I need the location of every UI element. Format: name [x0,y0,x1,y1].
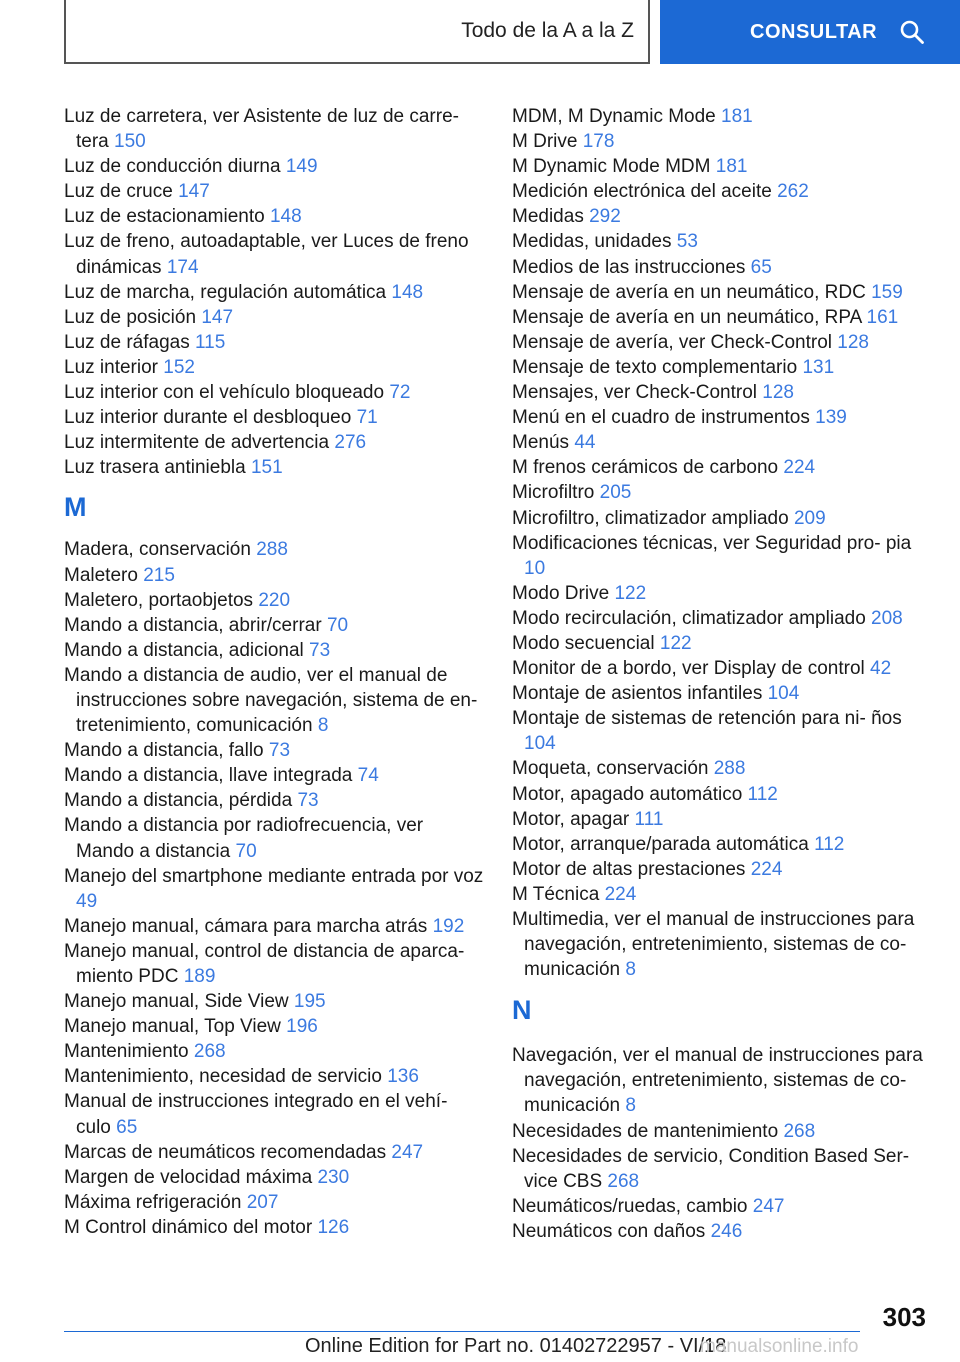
index-entry [512,255,932,280]
page-reference-link[interactable]: 112 [747,783,778,805]
page-reference-link[interactable]: 195 [293,991,326,1013]
index-entry [64,204,484,229]
index-entry [512,179,932,204]
watermark-logo: manualsonline.info [700,1336,859,1357]
index-entry-text: Manejo manual, cámara para marcha atrás [64,915,428,937]
index-entry-text: Mando a distancia, pérdida [64,790,293,812]
index-entry [512,756,932,781]
index-entry-text: Motor, apagar [512,808,630,830]
index-entry [512,531,932,581]
index-group-l [64,104,484,480]
page-reference-link[interactable]: 207 [246,1191,279,1213]
page-reference-link[interactable]: 205 [599,482,632,504]
index-entry [512,204,932,229]
index-entry-text: Mensaje de avería, ver Check-Control [512,331,832,353]
page-reference-link[interactable]: 115 [194,331,226,353]
index-entry-text: Madera, conservación [64,539,251,561]
page-reference-link[interactable]: 112 [814,833,845,855]
index-entry [512,154,932,179]
page-reference-link[interactable]: 65 [750,256,772,278]
index-entry-text: Manual de instrucciones integrado en el vehí‐ culo [64,1091,448,1138]
index-entry [64,1140,484,1165]
index-entry [64,405,484,430]
page-reference-link[interactable]: 288 [256,539,288,561]
page-reference-link[interactable]: 268 [783,1120,816,1142]
index-entry-text: MDM, M Dynamic Mode [512,106,716,127]
page-reference-link[interactable]: 152 [163,356,195,378]
index-entry [512,706,932,756]
index-entry-text: Luz interior durante el desbloqueo [64,407,352,429]
index-entry [64,939,484,989]
index-entry-text: Mantenimiento [64,1041,189,1063]
page-reference-link[interactable]: 196 [286,1016,318,1038]
page-reference-link[interactable]: 262 [777,181,809,203]
index-entry-text: Montaje de asientos infantiles [512,683,763,705]
index-entry-text: Menús [512,432,570,454]
page-reference-link[interactable]: 149 [285,156,318,178]
page-reference-link[interactable]: 72 [389,382,411,404]
index-entry-text: Mando a distancia, llave integrada [64,765,353,787]
page-reference-link[interactable]: 178 [582,131,615,153]
index-entry-text: Motor, arranque/parada automática [512,833,809,855]
page-reference-link[interactable]: 73 [309,639,331,661]
index-entry-text: Montaje de sistemas de retención para ni‐ ños [512,708,902,730]
index-entry [512,1144,932,1194]
index-entry-text: Medios de las instrucciones [512,256,746,278]
page-reference-link[interactable]: 44 [574,432,596,454]
index-entry-text: Necesidades de servicio, Condition Based Ser‐ vice CBS [512,1145,910,1192]
index-entry [512,330,932,355]
index-entry [512,656,932,681]
index-entry [512,455,932,480]
index-entry-text: Mando a distancia, abrir/cerrar [64,614,322,636]
index-entry [64,154,484,179]
page-reference-link[interactable]: 131 [802,356,835,378]
page-reference-link[interactable]: 70 [326,614,349,636]
page-reference-link[interactable]: 122 [659,632,692,654]
index-entry [64,1014,484,1039]
page-reference-link[interactable]: 220 [258,589,291,611]
index-entry [512,480,932,505]
page-reference-link[interactable]: 128 [762,382,794,404]
index-entry-text: Multimedia, ver el manual de instrucciones para navegación, entretenimiento, sistemas de co‐ municación [512,909,915,981]
page-reference-link[interactable]: 292 [589,206,621,228]
tab-consult[interactable] [660,0,960,64]
index-entry-text: Maletero [64,564,138,586]
page-reference-link[interactable]: 181 [721,106,753,127]
index-entry [64,788,484,813]
index-entry-text: Moqueta, conservación [512,758,709,780]
index-entry [64,763,484,788]
index-entry-text: Luz interior con el vehículo bloqueado [64,382,385,404]
index-entry [512,1194,932,1219]
index-entry [512,907,932,982]
index-entry-text: Luz de estacionamiento [64,206,265,228]
page-reference-link[interactable]: 147 [201,306,234,328]
section-letter-n: N [512,995,532,1026]
index-entry [64,455,484,480]
page-reference-link[interactable]: 246 [710,1220,743,1242]
index-entry-text: M Técnica [512,883,600,905]
page-reference-link[interactable]: 104 [767,683,800,705]
index-entry [512,280,932,305]
index-entry [64,638,484,663]
index-column-right [512,104,932,1244]
index-entry [512,631,932,656]
index-entry-text: Luz de ráfagas [64,331,190,353]
page-reference-link[interactable]: 10 [524,557,546,579]
index-entry-text: Mensajes, ver Check-Control [512,382,757,404]
index-entry [512,581,932,606]
index-entry [64,1215,484,1240]
page-reference-link[interactable]: 174 [166,256,199,278]
page-reference-link[interactable]: 247 [752,1195,785,1217]
index-group-m-continued [512,104,932,982]
index-entry [64,1089,484,1139]
page-reference-link[interactable]: 111 [634,808,664,830]
index-entry [64,813,484,863]
page-reference-link[interactable]: 230 [317,1166,350,1188]
page-reference-link[interactable]: 224 [783,457,816,479]
index-entry [64,430,484,455]
index-entry [512,1043,932,1118]
index-entry [512,681,932,706]
index-entry-text: Mando a distancia por radiofrecuencia, ver Mando a distancia [64,815,424,862]
page-reference-link[interactable]: 147 [178,181,210,203]
footer-edition: Online Edition for Part no. 01402722957 - VI/18 [305,1335,727,1357]
index-entry-text: Luz de conducción diurna [64,156,281,178]
index-entry-text: Margen de velocidad máxima [64,1166,313,1188]
page-reference-link[interactable]: 161 [866,306,899,328]
index-entry-text: Microfiltro [512,482,595,504]
index-entry [64,1064,484,1089]
index-entry-text: Mantenimiento, necesidad de servicio [64,1066,382,1088]
index-entry-text: Manejo manual, Side View [64,991,289,1013]
index-entry-text: Máxima refrigeración [64,1191,242,1213]
index-entry-text: Neumáticos/ruedas, cambio [512,1195,748,1217]
index-entry [64,563,484,588]
index-entry-text: Manejo manual, control de distancia de aparca‐ miento PDC [64,940,465,987]
index-entry-text: Maletero, portaobjetos [64,589,254,611]
index-group-m [64,537,484,1240]
page-reference-link[interactable]: 268 [193,1041,226,1063]
index-entry-text: Mando a distancia de audio, ver el manual de instrucciones sobre navegación, sistema de en‐ tretenimiento, comunicación [64,664,478,737]
page-reference-link[interactable]: 268 [607,1170,640,1192]
index-entry-text: Modo recirculación, climatizador ampliado [512,607,866,629]
index-entry-text: Mensaje de avería en un neumático, RDC [512,281,866,303]
tab-index-a-z[interactable] [64,0,650,64]
page-reference-link[interactable]: 215 [143,564,175,586]
page-reference-link[interactable]: 128 [837,331,869,353]
page-reference-link[interactable]: 139 [815,407,847,429]
index-entry-text: Medidas, unidades [512,231,672,253]
section-letter-m: M [64,492,87,523]
index-entry-text: Luz de freno, autoadaptable, ver Luces de freno dinámicas [64,231,469,278]
index-entry [64,738,484,763]
index-entry [64,330,484,355]
page-reference-link[interactable]: 224 [604,883,637,905]
page-number: 303 [882,1302,926,1332]
index-entry [512,506,932,531]
index-entry [512,882,932,907]
page-reference-link[interactable]: 126 [317,1216,350,1238]
index-column-left [64,104,484,1240]
page-reference-link[interactable]: 71 [356,407,378,429]
index-entry [512,782,932,807]
index-entry-text: Luz de posición [64,306,197,328]
index-entry [64,380,484,405]
page-reference-link[interactable]: 224 [750,858,783,880]
index-entry [64,1039,484,1064]
page-reference-link[interactable]: 122 [614,582,647,604]
index-entry [64,229,484,279]
index-entry [64,613,484,638]
index-entry-text: M Drive [512,131,578,153]
tab-consult-label: CONSULTAR [750,20,878,43]
index-entry [64,305,484,330]
index-entry [512,606,932,631]
index-entry [512,1119,932,1144]
index-entry-text: Microfiltro, climatizador ampliado [512,507,789,529]
index-entry-text: Modo secuencial [512,632,655,654]
index-entry-text: Luz de cruce [64,181,173,203]
page-reference-link[interactable]: 104 [524,733,556,755]
index-entry [64,989,484,1014]
index-entry-text: Luz de marcha, regulación automática [64,281,387,303]
page-reference-link[interactable]: 53 [676,231,698,253]
index-entry [64,588,484,613]
index-entry-text: M Control dinámico del motor [64,1216,313,1238]
page-reference-link[interactable]: 8 [625,1095,636,1117]
index-entry [512,380,932,405]
top-navigation [0,0,960,66]
index-entry-text: Navegación, ver el manual de instrucciones para navegación, entretenimiento, sistemas de co‐ municación [512,1045,923,1117]
index-entry-text: Mando a distancia, fallo [64,740,264,762]
index-entry [512,430,932,455]
page-reference-link[interactable]: 73 [268,740,291,762]
index-entry [512,129,932,154]
page-reference-link[interactable]: 181 [715,156,748,178]
index-group-n [512,1043,932,1244]
page-reference-link[interactable]: 74 [357,765,379,787]
index-entry [64,914,484,939]
index-entry [512,832,932,857]
index-entry-text: Mensaje de avería en un neumático, RPA [512,306,862,328]
tab-index-label: Todo de la A a la Z [461,19,634,42]
index-entry [512,857,932,882]
index-entry [64,663,484,738]
index-entry-text: Neumáticos con daños [512,1220,706,1242]
index-entry [64,1190,484,1215]
index-entry [512,104,932,129]
index-entry-text: Luz trasera antiniebla [64,457,246,479]
index-entry-text: Luz de carretera, ver Asistente de luz de carre‐ tera [64,106,459,153]
page-reference-link[interactable]: 151 [250,457,283,479]
page-reference-link[interactable]: 288 [713,758,746,780]
index-entry-text: Monitor de a bordo, ver Display de control [512,658,865,680]
page-reference-link[interactable]: 192 [432,915,465,937]
page-reference-link[interactable]: 70 [235,840,257,862]
page-reference-link[interactable]: 65 [116,1116,138,1138]
index-entry [512,355,932,380]
index-entry-text: Mando a distancia, adicional [64,639,304,661]
index-entry-text: Menú en el cuadro de instrumentos [512,407,810,429]
index-entry [64,179,484,204]
index-entry-text: Medidas [512,206,584,228]
index-entry [64,104,484,154]
page-reference-link[interactable]: 148 [269,206,302,228]
page-reference-link[interactable]: 8 [317,715,329,737]
index-entry-text: M Dynamic Mode MDM [512,156,711,178]
index-entry [64,1165,484,1190]
page-reference-link[interactable]: 247 [391,1141,424,1163]
page-reference-link[interactable]: 159 [871,281,903,303]
index-entry-text: Manejo manual, Top View [64,1016,281,1038]
index-entry [64,355,484,380]
index-entry [64,537,484,562]
index-entry [512,229,932,254]
page-reference-link[interactable]: 136 [387,1066,419,1088]
index-entry [512,305,932,330]
index-entry [512,405,932,430]
page-reference-link[interactable]: 209 [793,507,826,529]
page-reference-link[interactable]: 49 [76,890,98,912]
index-entry-text: Manejo del smartphone mediante entrada por voz [64,865,484,887]
index-entry-text: Motor de altas prestaciones [512,858,746,880]
search-icon [899,19,925,45]
index-entry [512,807,932,832]
index-entry-text: Necesidades de mantenimiento [512,1120,779,1142]
page-reference-link[interactable]: 148 [391,281,424,303]
index-entry-text: M frenos cerámicos de carbono [512,457,779,479]
index-entry-text: Motor, apagado automático [512,783,743,805]
page-reference-link[interactable]: 189 [183,966,216,987]
index-entry-text: Marcas de neumáticos recomendadas [64,1141,387,1163]
page-reference-link[interactable]: 208 [871,607,903,629]
page-reference-link[interactable]: 8 [625,959,636,981]
index-entry-text: Medición electrónica del aceite [512,181,772,203]
index-entry-text: Modificaciones técnicas, ver Seguridad pro‐ pia [512,532,912,554]
index-entry-text: Luz intermitente de advertencia [64,432,330,454]
page-reference-link[interactable]: 42 [870,658,892,680]
index-entry-text: Luz interior [64,356,158,378]
page-reference-link[interactable]: 150 [114,131,146,153]
index-entry [64,864,484,914]
index-entry-text: Mensaje de texto complementario [512,356,798,378]
page-reference-link[interactable]: 276 [334,432,367,454]
page-reference-link[interactable]: 73 [297,790,319,812]
index-entry [64,280,484,305]
index-entry-text: Modo Drive [512,582,610,604]
footer-divider [64,1331,860,1332]
index-entry [512,1219,932,1244]
